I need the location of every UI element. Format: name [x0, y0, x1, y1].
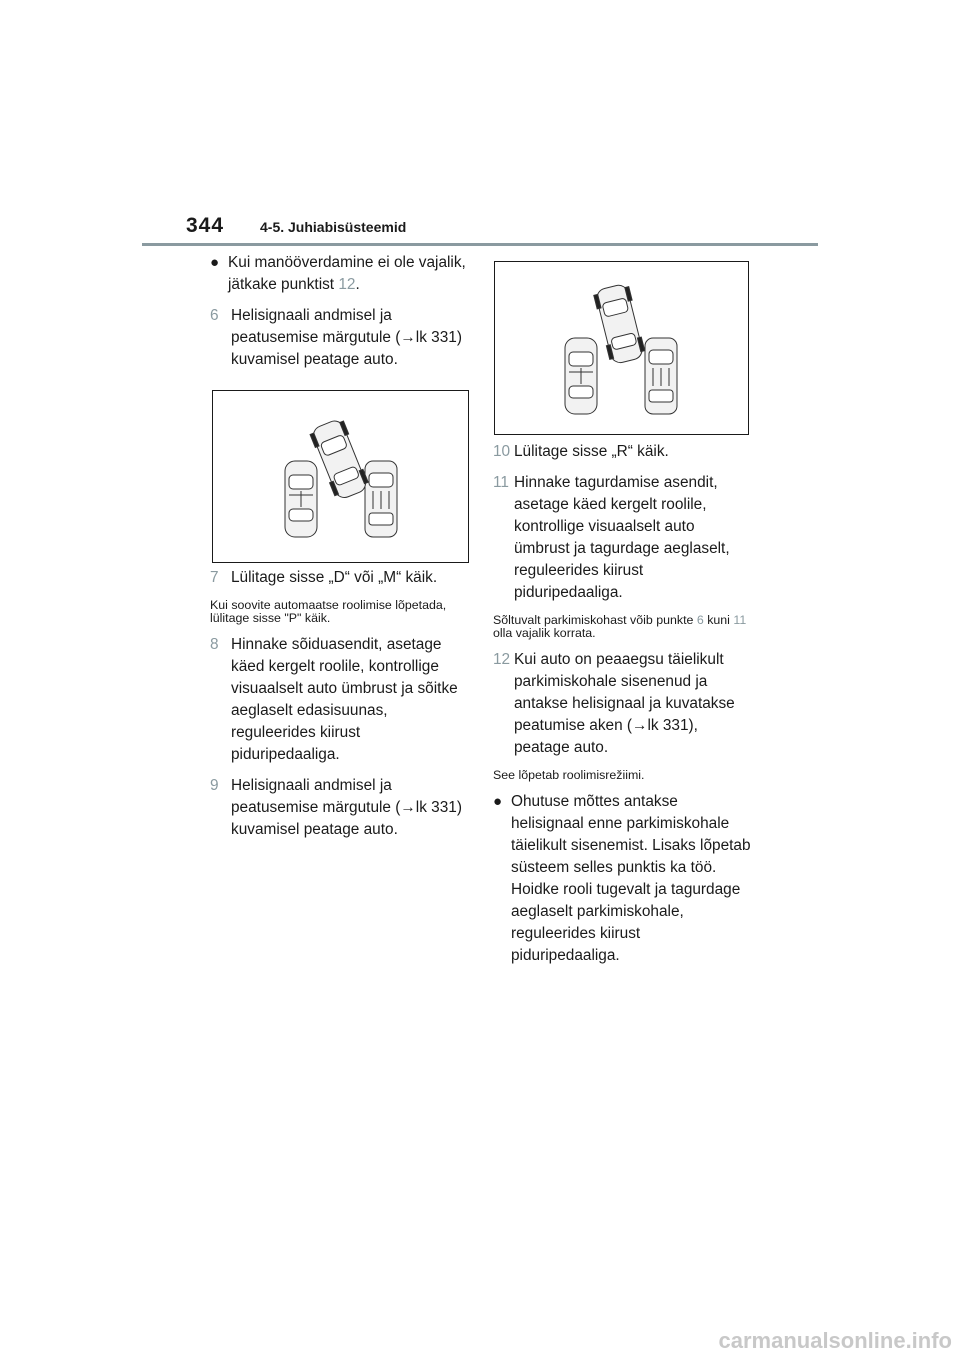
bullet-dot-icon: ●: [493, 793, 503, 810]
bullet-item-intro: [210, 252, 470, 296]
note-text: olla vajalik korrata.: [493, 626, 596, 640]
step-reference: 11: [733, 613, 747, 627]
note-step-12: See lõpetab roolimisrežiimi.: [493, 768, 645, 782]
maneuvering-car-icon: [309, 417, 371, 501]
header-divider: [142, 243, 818, 246]
page-number: 344: [186, 214, 225, 237]
parked-car-left-icon: [285, 461, 317, 537]
parking-illustration-forward: [212, 390, 469, 563]
step-6: [210, 305, 470, 371]
note-text: kuni: [703, 613, 734, 627]
step-text: Lülitage sisse „D“ või „M“ käik.: [231, 569, 438, 586]
step-reference: 6: [696, 613, 704, 627]
maneuvering-car-icon: [593, 283, 646, 365]
step-11: [493, 472, 753, 604]
step-9: [210, 775, 470, 841]
step-number: 12: [493, 651, 511, 668]
parking-cars-diagram: [495, 262, 748, 434]
step-number: 8: [210, 636, 219, 653]
step-reference: 12: [338, 276, 356, 293]
step-number: 10: [493, 443, 511, 460]
step-12: [493, 649, 753, 759]
step-10: [493, 441, 753, 463]
section-title: 4-5. Juhiabisüsteemid: [260, 219, 407, 235]
step-text: Kui auto on peaaegsu täielikult parkimiskohale sisenenud ja antakse helisignaal ja kuvatakse peatumise aken (→lk 331), peatage auto.: [514, 651, 735, 756]
step-7: [210, 567, 470, 589]
parking-cars-diagram: [213, 391, 468, 562]
bullet-dot-icon: ●: [210, 254, 220, 271]
right-column: [493, 252, 753, 967]
bullet-text: Kui manööverdamine ei ole vajalik, jätkake punktist: [228, 254, 466, 293]
step-8: [210, 634, 470, 766]
parking-illustration-reverse: [494, 261, 749, 435]
step-number: 6: [210, 307, 219, 324]
parked-car-right-icon: [645, 338, 677, 414]
bullet-text-end: .: [355, 276, 360, 293]
step-text: Hinnake sõiduasendit, asetage käed kergelt roolile, kontrollige visuaalselt auto ümbrust ja sõitke aeglaselt edasisuunas, reguleerides kiirust piduripedaaliga.: [231, 636, 458, 763]
watermark-text: carmanualsonline.info: [718, 1328, 952, 1353]
step-text: Helisignaali andmisel ja peatusemise märgutule (→lk 331) kuvamisel peatage auto.: [231, 307, 462, 368]
note-step-7: Kui soovite automaatse roolimise lõpetada, lülitage sisse "P" käik.: [210, 598, 447, 625]
bullet-item-safety: [493, 791, 753, 967]
parked-car-right-icon: [365, 461, 397, 537]
step-number: 7: [210, 569, 219, 586]
step-text: Lülitage sisse „R“ käik.: [514, 443, 669, 460]
step-text: Hinnake tagurdamise asendit, asetage käed kergelt roolile, kontrollige visuaalselt auto ümbrust ja tagurdage aeglaselt, reguleerides kiirust piduripedaaliga.: [514, 474, 730, 601]
note-text: Sõltuvalt parkimiskohast võib punkte: [493, 613, 697, 627]
step-text: Helisignaali andmisel ja peatusemise märgutule (→lk 331) kuvamisel peatage auto.: [231, 777, 462, 838]
bullet-text: Ohutuse mõttes antakse helisignaal enne parkimiskohale täielikult sisenemist. Lisaks lõpetab süsteem selles punktis ka töö. Hoidke rooli tugevalt ja tagurdage aeglaselt parkimiskohale, reguleerides kiirust piduripedaaliga.: [511, 793, 751, 964]
parked-car-left-icon: [565, 338, 597, 414]
left-column: [210, 252, 470, 841]
step-number: 9: [210, 777, 219, 794]
step-number: 11: [493, 474, 509, 491]
note-step-11: [493, 614, 753, 640]
